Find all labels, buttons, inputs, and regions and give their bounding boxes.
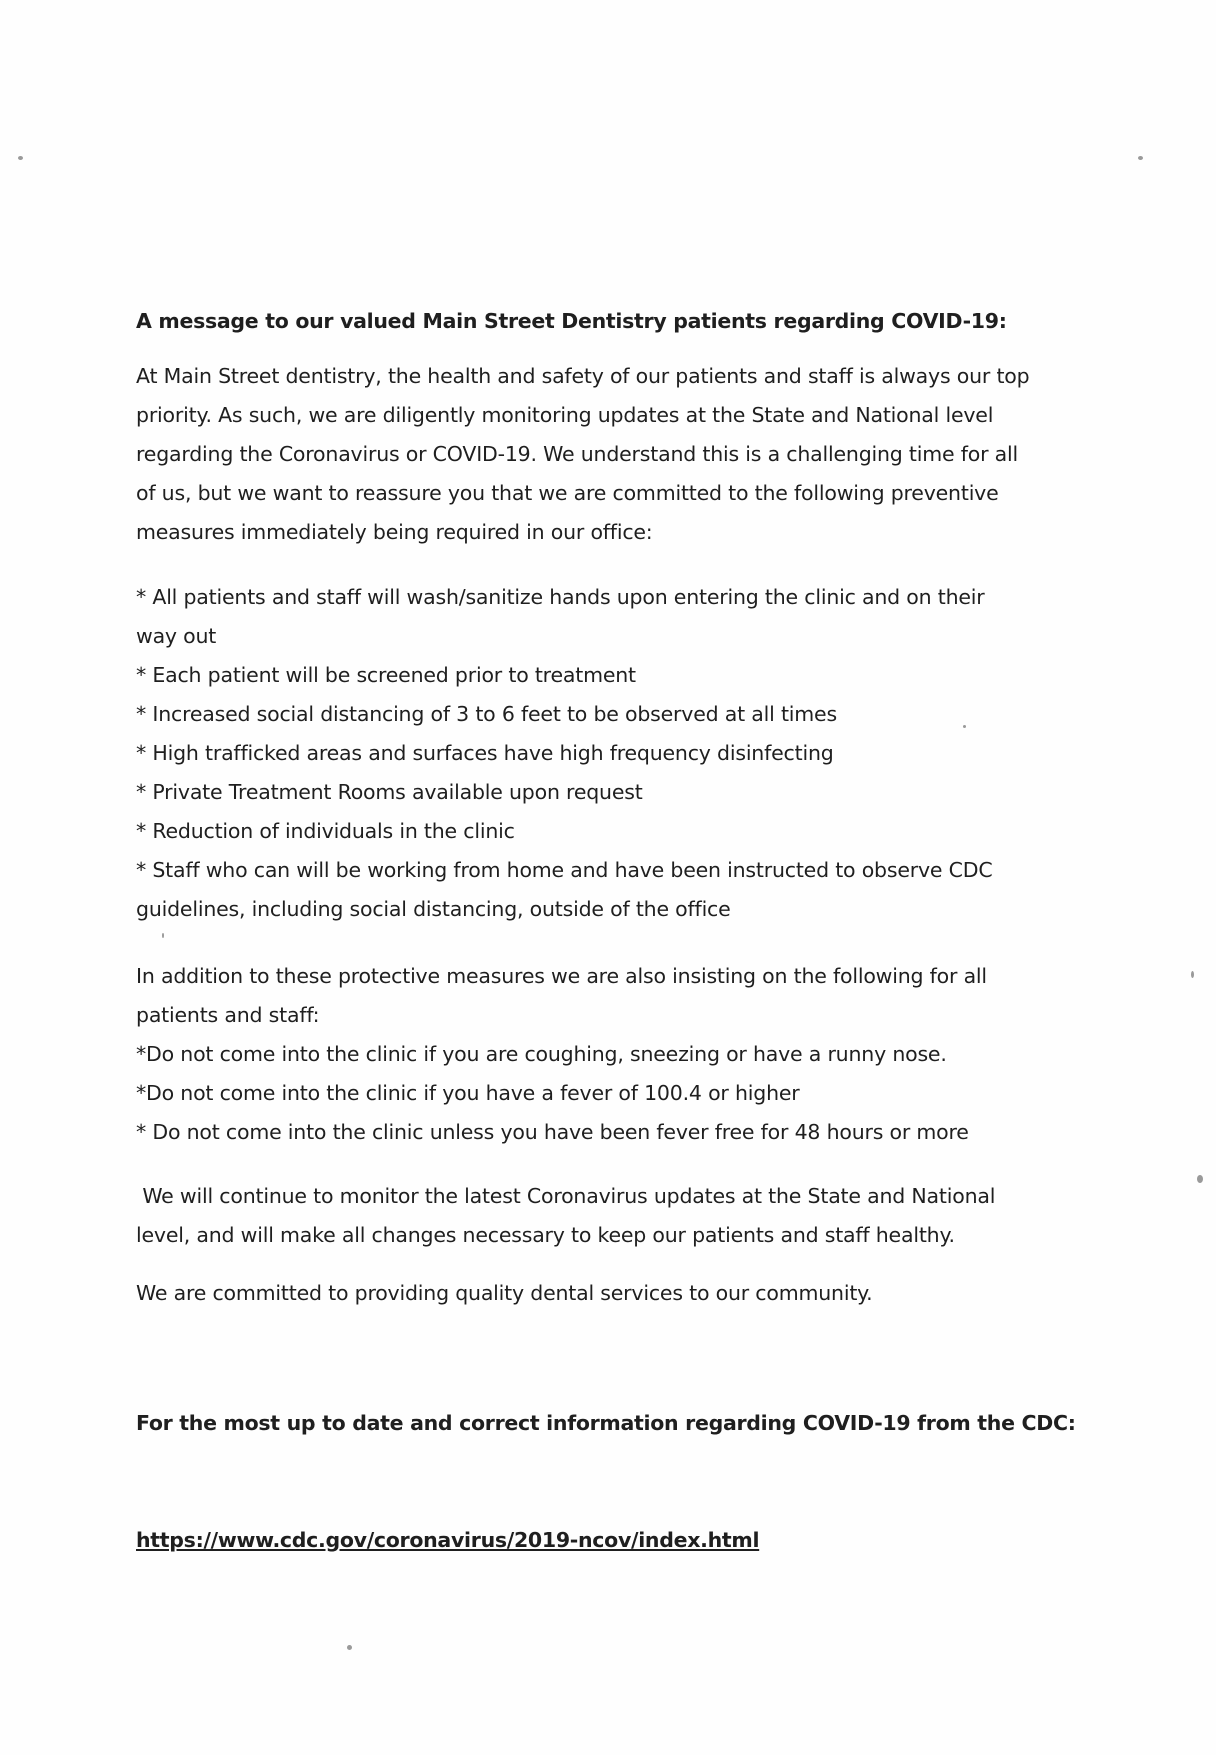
list-item: * Increased social distancing of 3 to 6 feet to be observed at all times xyxy=(136,702,837,726)
intro-line: priority. As such, we are diligently monitoring updates at the State and National level xyxy=(136,403,994,427)
cdc-link[interactable]: https://www.cdc.gov/coronavirus/2019-ncov/index.html xyxy=(136,1528,760,1552)
additional-requirements xyxy=(136,957,1096,1152)
intro-line: At Main Street dentistry, the health and safety of our patients and staff is always our top xyxy=(136,364,1030,388)
requirement-line: *Do not come into the clinic if you are coughing, sneezing or have a runny nose. xyxy=(136,1042,947,1066)
scan-speck xyxy=(162,933,164,938)
requirement-line: patients and staff: xyxy=(136,1003,320,1027)
intro-paragraph xyxy=(136,357,1096,552)
letter-body xyxy=(136,302,1096,1313)
monitor-line: level, and will make all changes necessary to keep our patients and staff healthy. xyxy=(136,1223,955,1247)
list-item: guidelines, including social distancing, outside of the office xyxy=(136,897,731,921)
scan-speck xyxy=(963,725,966,728)
commitment-statement: We are committed to providing quality dental services to our community. xyxy=(136,1281,873,1305)
scan-speck xyxy=(1138,156,1143,160)
preventive-measures-list xyxy=(136,578,1096,929)
list-item: * Each patient will be screened prior to treatment xyxy=(136,663,636,687)
requirement-line: In addition to these protective measures we are also insisting on the following for all xyxy=(136,964,987,988)
list-item: * Reduction of individuals in the clinic xyxy=(136,819,515,843)
list-item: * Private Treatment Rooms available upon request xyxy=(136,780,643,804)
monitor-line: We will continue to monitor the latest Coronavirus updates at the State and National xyxy=(136,1184,996,1208)
letter-heading: A message to our valued Main Street Dentistry patients regarding COVID-19: xyxy=(136,309,1007,333)
scan-speck xyxy=(18,156,23,160)
scan-speck xyxy=(1191,971,1194,978)
list-item: * High trafficked areas and surfaces have high frequency disinfecting xyxy=(136,741,834,765)
cdc-info-heading: For the most up to date and correct information regarding COVID-19 from the CDC: xyxy=(136,1411,1076,1435)
scan-speck xyxy=(1197,1175,1203,1183)
intro-line: regarding the Coronavirus or COVID-19. We understand this is a challenging time for all xyxy=(136,442,1019,466)
intro-line: measures immediately being required in our office: xyxy=(136,520,653,544)
list-item: * All patients and staff will wash/sanitize hands upon entering the clinic and on their xyxy=(136,585,985,609)
monitor-paragraph xyxy=(136,1177,1096,1255)
scan-speck xyxy=(347,1645,352,1650)
requirement-line: *Do not come into the clinic if you have a fever of 100.4 or higher xyxy=(136,1081,800,1105)
intro-line: of us, but we want to reassure you that we are committed to the following preventive xyxy=(136,481,999,505)
requirement-line: * Do not come into the clinic unless you have been fever free for 48 hours or more xyxy=(136,1120,969,1144)
list-item: * Staff who can will be working from home and have been instructed to observe CDC xyxy=(136,858,993,882)
list-item: way out xyxy=(136,624,217,648)
